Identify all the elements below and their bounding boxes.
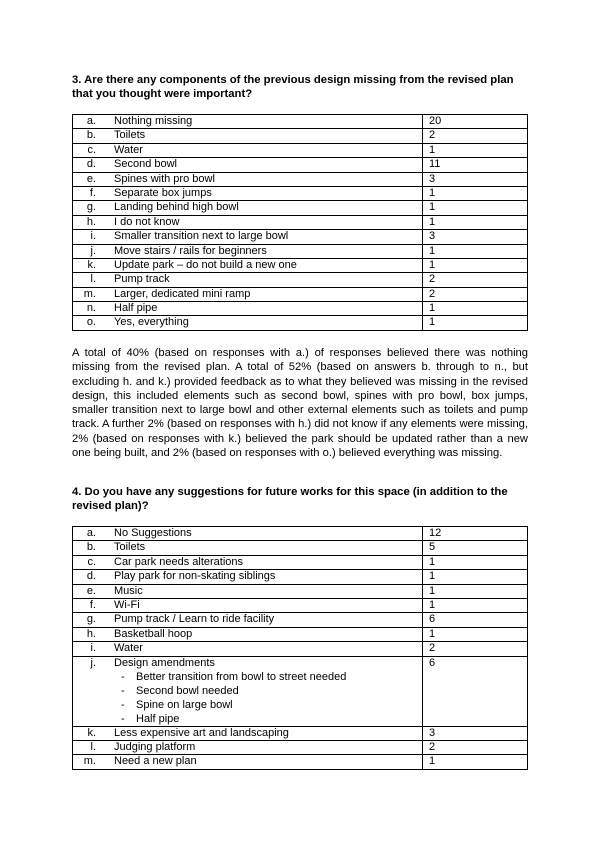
response-letter: g.	[86, 613, 96, 626]
response-label: Less expensive art and landscaping	[114, 726, 289, 739]
table-row	[73, 570, 528, 584]
table-row	[73, 755, 528, 769]
response-letter: f.	[89, 186, 96, 199]
response-label: Design amendments	[114, 656, 215, 669]
response-label-cell	[73, 186, 423, 200]
response-label-cell	[73, 215, 423, 229]
table-row	[73, 201, 528, 215]
response-count: 6	[423, 613, 528, 627]
response-label-cell	[73, 755, 423, 769]
response-count: 20	[423, 115, 528, 129]
table-row	[73, 273, 528, 287]
response-count: 1	[423, 316, 528, 330]
response-count: 1	[423, 258, 528, 272]
question-3-summary: A total of 40% (based on responses with a.) of responses believed there was nothing missing from the revised plan. A total of 52% (based on answers b. through to n., but excluding h. and k.) provided feedback as to what they believed was missing in the revised design, this included elements such as second bowl, spines with pro bowl, box jumps, smaller transition next to large bowl and other external elements such as toilets and pump track. A further 2% (based on responses with h.) did not know if any elements were missing, 2% (based on responses with k.) believed the park should be updated rather than a new one being built, and 2% (based on responses with o.) believed everything was missing.	[72, 347, 528, 460]
response-label: Half pipe	[114, 302, 158, 315]
response-label: Larger, dedicated mini ramp	[114, 287, 251, 300]
response-count: 1	[423, 302, 528, 316]
response-letter: h.	[86, 215, 96, 228]
question-4-heading: 4. Do you have any suggestions for future works for this space (in addition to the revised plan)?	[72, 486, 508, 512]
table-row	[73, 316, 528, 330]
response-letter: k.	[87, 258, 96, 271]
table-row	[73, 642, 528, 656]
table-row	[73, 287, 528, 301]
response-count: 1	[423, 627, 528, 641]
response-label: Need a new plan	[114, 755, 197, 768]
response-label-cell	[73, 656, 423, 726]
question-4-table	[72, 526, 528, 770]
response-count: 2	[423, 740, 528, 754]
response-letter: m.	[83, 755, 96, 768]
response-label: Pump track / Learn to ride facility	[114, 613, 275, 626]
response-label-cell	[73, 143, 423, 157]
response-letter: m.	[83, 287, 96, 300]
response-label-cell	[73, 302, 423, 316]
response-count: 1	[423, 755, 528, 769]
response-letter: i.	[90, 230, 96, 243]
response-count: 3	[423, 726, 528, 740]
response-label: Update park – do not build a new one	[114, 258, 297, 271]
dash-bullet: -	[121, 698, 125, 711]
response-label-cell	[73, 287, 423, 301]
response-label-cell	[73, 258, 423, 272]
response-label: No Suggestions	[114, 527, 192, 539]
table-row	[73, 244, 528, 258]
subitem-text: Half pipe	[136, 712, 180, 725]
table-row	[73, 129, 528, 143]
response-label: Judging platform	[114, 740, 196, 753]
response-letter: a.	[86, 115, 96, 127]
response-label: Toilets	[114, 129, 146, 142]
response-letter: i.	[90, 642, 96, 655]
response-label: Yes, everything	[114, 316, 189, 329]
dash-bullet: -	[121, 670, 125, 683]
response-count: 3	[423, 172, 528, 186]
response-label-cell	[73, 541, 423, 555]
response-count: 1	[423, 215, 528, 229]
question-3-heading: 3. Are there any components of the previous design missing from the revised plan that you thought were important?	[72, 74, 514, 100]
table-row	[73, 541, 528, 555]
response-label: Separate box jumps	[114, 186, 212, 199]
response-label: Toilets	[114, 541, 146, 554]
table-row	[73, 302, 528, 316]
response-label-cell	[73, 584, 423, 598]
design-amendments-list	[73, 670, 422, 726]
response-label: Move stairs / rails for beginners	[114, 244, 267, 257]
table-row	[73, 143, 528, 157]
response-label: I do not know	[114, 215, 180, 228]
response-label-cell	[73, 201, 423, 215]
response-letter: j.	[90, 244, 96, 257]
response-label-cell	[73, 726, 423, 740]
response-label: Landing behind high bowl	[114, 201, 239, 214]
response-letter: k.	[87, 726, 96, 739]
response-label-cell	[73, 555, 423, 569]
response-letter: b.	[86, 541, 96, 554]
response-letter: f.	[89, 598, 96, 611]
subitem-text: Second bowl needed	[136, 684, 239, 697]
response-label: Wi-Fi	[114, 598, 140, 611]
response-letter: h.	[86, 627, 96, 640]
subitem-text: Better transition from bowl to street needed	[136, 670, 347, 683]
response-letter: l.	[90, 740, 96, 753]
response-letter: a.	[86, 527, 96, 539]
table-row	[73, 186, 528, 200]
response-label-cell	[73, 244, 423, 258]
table-row	[73, 627, 528, 641]
response-count: 2	[423, 129, 528, 143]
response-label-cell	[73, 129, 423, 143]
response-count: 3	[423, 230, 528, 244]
response-count: 1	[423, 143, 528, 157]
table-row	[73, 726, 528, 740]
response-count: 6	[423, 656, 528, 726]
subitem-text: Spine on large bowl	[136, 698, 233, 711]
question-3-table	[72, 114, 528, 331]
table-row	[73, 158, 528, 172]
table-row	[73, 527, 528, 541]
response-label: Basketball hoop	[114, 627, 193, 640]
response-count: 12	[423, 527, 528, 541]
list-item	[121, 670, 422, 684]
table-row	[73, 115, 528, 129]
table-row	[73, 613, 528, 627]
table-row	[73, 656, 528, 726]
response-count: 1	[423, 201, 528, 215]
response-count: 11	[423, 158, 528, 172]
response-label: Water	[114, 143, 143, 156]
response-label-cell	[73, 230, 423, 244]
response-count: 1	[423, 555, 528, 569]
response-letter: c.	[87, 143, 96, 156]
response-label-cell	[73, 115, 423, 129]
table-row	[73, 230, 528, 244]
response-letter: o.	[86, 316, 96, 329]
response-label-cell	[73, 316, 423, 330]
table-row	[73, 258, 528, 272]
table-row	[73, 555, 528, 569]
response-count: 1	[423, 186, 528, 200]
list-item	[121, 698, 422, 712]
response-letter: n.	[86, 302, 96, 315]
response-letter: l.	[90, 273, 96, 286]
response-count: 1	[423, 570, 528, 584]
response-label: Spines with pro bowl	[114, 172, 215, 185]
response-label: Smaller transition next to large bowl	[114, 230, 289, 243]
response-label: Second bowl	[114, 158, 177, 171]
response-label: Water	[114, 642, 143, 655]
response-count: 1	[423, 584, 528, 598]
list-item	[121, 684, 422, 698]
table-row	[73, 584, 528, 598]
list-item	[121, 712, 422, 726]
table-row	[73, 740, 528, 754]
table-row	[73, 172, 528, 186]
response-label-cell	[73, 598, 423, 612]
response-label-cell	[73, 273, 423, 287]
response-label-cell	[73, 527, 423, 541]
response-label-cell	[73, 740, 423, 754]
response-count: 2	[423, 642, 528, 656]
response-label-cell	[73, 172, 423, 186]
response-letter: e.	[86, 584, 96, 597]
response-label: Car park needs alterations	[114, 555, 244, 568]
response-label-cell	[73, 627, 423, 641]
response-letter: j.	[90, 656, 96, 669]
response-count: 2	[423, 287, 528, 301]
response-letter: d.	[86, 570, 96, 583]
response-label: Music	[114, 584, 143, 597]
response-letter: d.	[86, 158, 96, 171]
response-count: 2	[423, 273, 528, 287]
dash-bullet: -	[121, 712, 125, 725]
response-label-cell	[73, 570, 423, 584]
response-count: 1	[423, 598, 528, 612]
response-label: Pump track	[114, 273, 170, 286]
response-count: 5	[423, 541, 528, 555]
dash-bullet: -	[121, 684, 125, 697]
response-label-cell	[73, 613, 423, 627]
table-row	[73, 598, 528, 612]
response-letter: e.	[86, 172, 96, 185]
response-label: Nothing missing	[114, 115, 193, 127]
response-count: 1	[423, 244, 528, 258]
response-label-cell	[73, 158, 423, 172]
response-label: Play park for non-skating siblings	[114, 570, 276, 583]
response-label-cell	[73, 642, 423, 656]
table-row	[73, 215, 528, 229]
response-letter: b.	[86, 129, 96, 142]
response-letter: g.	[86, 201, 96, 214]
response-letter: c.	[87, 555, 96, 568]
